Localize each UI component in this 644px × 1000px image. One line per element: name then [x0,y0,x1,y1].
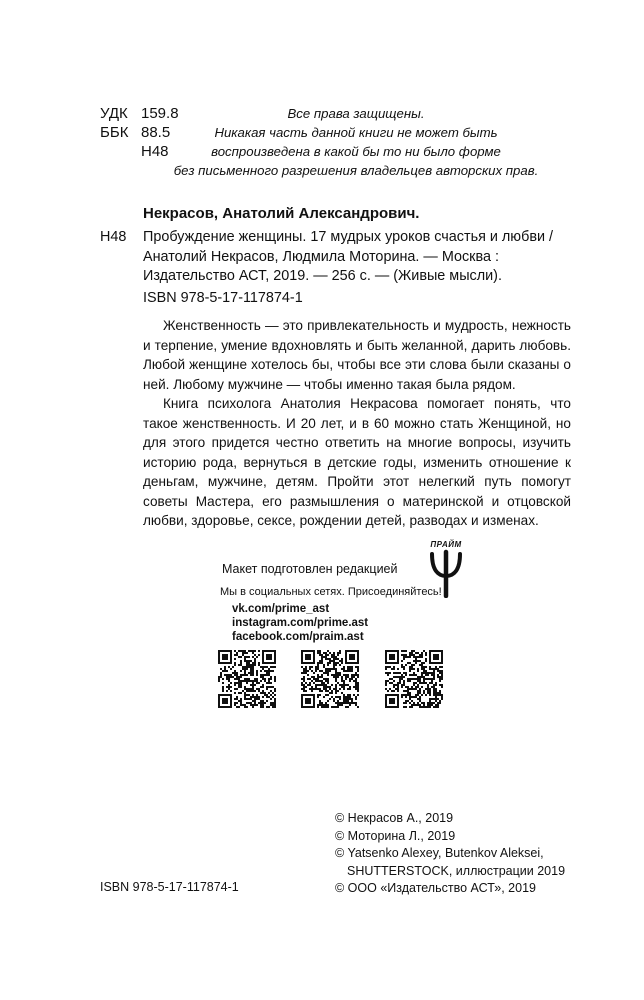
code-key: ББК [100,124,129,141]
qr-code-vk[interactable] [218,650,276,708]
code-key: УДК [100,105,128,122]
social-title: Мы в социальных сетях. Присоединяйтесь! [220,586,442,598]
annotation [143,316,571,531]
rights-line: Все права защищены. [287,106,425,121]
instagram-link[interactable]: instagram.com/prime.ast [232,617,369,629]
annotation-paragraph: Книга психолога Анатолия Некрасова помогает понять, что такое женственность. И 20 лет, и в 60 можно стать Женщиной, но для этого придется честно ответить на многие вопросы, изучить историю рода, вернуться в детские годы, изменить отношение к деньгам, мужчине, детям. Пройти этот нелегкий путь помогут советы Мастера, его размышления о материнской и отцовской любви, здоровье, сексе, рождении детей, разводах и изменах. [143,396,571,528]
copyright-line: SHUTTERSTOCK, иллюстрации 2019 [347,863,566,878]
code-value: 88.5 [141,124,171,141]
rights-line: Никакая часть данной книги не может быть [214,125,498,140]
code-key [100,142,141,161]
author-mark: Н48 [100,229,127,245]
copyright-block [335,810,565,898]
code-value: Н48 [141,143,169,160]
code-value: 159.8 [141,105,179,122]
facebook-link[interactable]: facebook.com/praim.ast [232,631,364,643]
prepared-by-text: Макет подготовлен редакцией [222,562,398,576]
bibliographic-text: Пробуждение женщины. 17 мудрых уроков счастья и любви / Анатолий Некрасов, Людмила Моторина. — Москва : Издательство АСТ, 2019. — 256 с. — (Живые мысли). [143,229,554,284]
rights-line: без письменного разрешения владельцев авторских прав. [173,163,539,178]
annotation-paragraph: Женственность — это привлекательность и мудрость, нежность и терпение, умение вдохновлять и быть желанной, дарить любовь. Любой женщине хотелось бы, чтобы все эти слова были сказаны о ней. Любому мужчине — чтобы именно такая была рядом. [143,318,571,392]
copyright-line: © ООО «Издательство АСТ», 2019 [335,881,536,895]
isbn-bottom: ISBN 978-5-17-117874-1 [100,880,239,894]
copyright-line: © Моторина Л., 2019 [335,828,456,843]
author-heading: Некрасов, Анатолий Александрович. [143,205,420,222]
isbn-top: ISBN 978-5-17-117874-1 [143,290,303,306]
logo-text: ПРАЙМ [430,540,462,549]
copyright-line: © Yatsenko Alexey, Butenkov Aleksei, [335,846,544,860]
qr-code-facebook[interactable] [385,650,443,708]
social-links [232,602,368,644]
rights-line: воспроизведена в какой бы то ни было форме [211,144,501,159]
vk-link[interactable]: vk.com/prime_ast [232,603,330,615]
bibliographic-record [100,228,570,287]
qr-code-instagram[interactable] [301,650,359,708]
copyright-line: © Некрасов А., 2019 [335,811,454,825]
rights-notice [156,104,556,180]
